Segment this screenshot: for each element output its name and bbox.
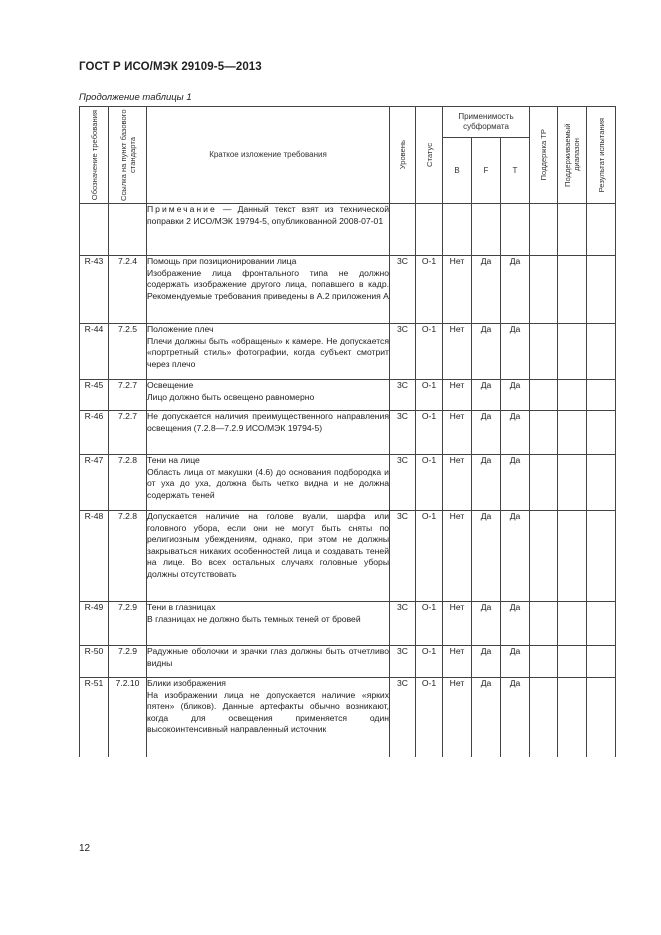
- test-result-cell: [587, 455, 616, 511]
- requirement-summary: [147, 455, 390, 511]
- test-result-cell: [587, 324, 616, 380]
- header-applicability: Применимость субформата: [443, 107, 530, 138]
- subformat-t-cell: Да: [501, 324, 530, 380]
- supported-range-cell: [558, 602, 587, 646]
- summary-text: Плечи должны быть «обращены» к камере. Не допускается «портретный стиль» фотографии, когда субъект смотрит через плечо: [147, 335, 389, 369]
- test-result-cell: [587, 646, 616, 678]
- requirement-id: R-43: [80, 256, 109, 324]
- header-designation: Обозначение требования: [80, 107, 109, 204]
- tr-support-cell: [530, 256, 558, 324]
- status-cell: О-1: [416, 256, 443, 324]
- table-continuation-caption: Продолжение таблицы 1: [79, 92, 192, 103]
- subformat-b-cell: Нет: [443, 511, 472, 602]
- summary-text: Изображение лица фронтального типа не должно содержать изображение другого лица, попавшего в кадр. Рекомендуемые требования приведены в А.2 приложения А: [147, 267, 389, 301]
- note-label: Примечание: [147, 204, 217, 214]
- requirement-summary: [147, 256, 390, 324]
- summary-title: Тени в глазницах: [147, 602, 216, 612]
- tr-support-cell: [530, 678, 558, 757]
- requirement-id: R-45: [80, 380, 109, 411]
- summary-text: Не допускается наличия преимущественного направления освещения (7.2.8—7.2.9 ИСО/МЭК 19794-5): [147, 411, 389, 433]
- subformat-b-cell: Нет: [443, 256, 472, 324]
- subformat-b-cell: Нет: [443, 411, 472, 455]
- summary-text: На изображении лица не допускается наличие «ярких пятен» (бликов). Данные артефакты обычно возникают, когда для освещения применяется один высокоинтенсивный направленный источник: [147, 689, 389, 735]
- standard-reference: 7.2.9: [109, 646, 147, 678]
- document-header: ГОСТ Р ИСО/МЭК 29109-5—2013: [79, 61, 262, 73]
- subformat-b-cell: Нет: [443, 602, 472, 646]
- header-subformat-f: F: [472, 138, 501, 204]
- requirement-summary: [147, 602, 390, 646]
- status-cell: О-1: [416, 511, 443, 602]
- requirement-summary: [147, 324, 390, 380]
- tr-support-cell: [530, 511, 558, 602]
- table-row: [80, 646, 616, 678]
- requirement-id: R-46: [80, 411, 109, 455]
- requirement-id: R-48: [80, 511, 109, 602]
- header-subformat-b: B: [443, 138, 472, 204]
- subformat-f-cell: Да: [472, 511, 501, 602]
- requirement-summary: [147, 511, 390, 602]
- subformat-f-cell: Да: [472, 678, 501, 757]
- level-cell: 3С: [390, 411, 416, 455]
- level-cell: 3С: [390, 455, 416, 511]
- standard-reference: 7.2.7: [109, 411, 147, 455]
- subformat-f-cell: Да: [472, 646, 501, 678]
- supported-range-cell: [558, 380, 587, 411]
- page-number: 12: [79, 843, 91, 854]
- subformat-f-cell: Да: [472, 256, 501, 324]
- subformat-t-cell: Да: [501, 411, 530, 455]
- status-cell: О-1: [416, 646, 443, 678]
- summary-title: Блики изображения: [147, 678, 226, 688]
- table-row: [80, 602, 616, 646]
- subformat-f-cell: Да: [472, 380, 501, 411]
- subformat-b-cell: Нет: [443, 646, 472, 678]
- subformat-t-cell: Да: [501, 646, 530, 678]
- level-cell: 3С: [390, 380, 416, 411]
- status-cell: О-1: [416, 602, 443, 646]
- header-test-result: Результат испытания: [587, 107, 616, 204]
- summary-title: Тени на лице: [147, 455, 200, 465]
- status-cell: О-1: [416, 411, 443, 455]
- requirement-id: R-44: [80, 324, 109, 380]
- supported-range-cell: [558, 324, 587, 380]
- standard-reference: 7.2.9: [109, 602, 147, 646]
- supported-range-cell: [558, 411, 587, 455]
- test-result-cell: [587, 256, 616, 324]
- subformat-t-cell: Да: [501, 602, 530, 646]
- tr-support-cell: [530, 455, 558, 511]
- requirements-table: [79, 106, 616, 757]
- header-supported-range: Поддерживаемый диапазон: [558, 107, 587, 204]
- requirement-summary: [147, 380, 390, 411]
- summary-title: Освещение: [147, 380, 194, 390]
- requirement-id: R-49: [80, 602, 109, 646]
- table-row: [80, 324, 616, 380]
- supported-range-cell: [558, 678, 587, 757]
- note-row: [80, 204, 616, 256]
- table-row: [80, 411, 616, 455]
- status-cell: О-1: [416, 455, 443, 511]
- header-subformat-t: T: [501, 138, 530, 204]
- header-status: Статус: [416, 107, 443, 204]
- level-cell: 3С: [390, 324, 416, 380]
- subformat-b-cell: Нет: [443, 455, 472, 511]
- subformat-t-cell: Да: [501, 678, 530, 757]
- subformat-t-cell: Да: [501, 511, 530, 602]
- test-result-cell: [587, 602, 616, 646]
- status-cell: О-1: [416, 324, 443, 380]
- subformat-b-cell: Нет: [443, 380, 472, 411]
- header-tr-support: Поддержка ТР: [530, 107, 558, 204]
- header-summary: Краткое изложение требования: [147, 107, 390, 204]
- supported-range-cell: [558, 511, 587, 602]
- subformat-t-cell: Да: [501, 455, 530, 511]
- tr-support-cell: [530, 380, 558, 411]
- subformat-f-cell: Да: [472, 324, 501, 380]
- table-row: [80, 511, 616, 602]
- table-row: [80, 455, 616, 511]
- summary-text: Радужные оболочки и зрачки глаз должны быть отчетливо видны: [147, 646, 389, 668]
- table-row: [80, 678, 616, 757]
- requirement-summary: [147, 646, 390, 678]
- requirement-summary: [147, 411, 390, 455]
- standard-reference: 7.2.8: [109, 511, 147, 602]
- standard-reference: 7.2.4: [109, 256, 147, 324]
- standard-reference: 7.2.10: [109, 678, 147, 757]
- standard-reference: 7.2.8: [109, 455, 147, 511]
- subformat-t-cell: Да: [501, 380, 530, 411]
- table-row: [80, 380, 616, 411]
- status-cell: О-1: [416, 380, 443, 411]
- standard-reference: 7.2.5: [109, 324, 147, 380]
- level-cell: 3С: [390, 678, 416, 757]
- summary-text: Допускается наличие на голове вуали, шарфа или головного убора, если они не могут быть сняты по религиозным убеждениям, однако, при этом не должны закрываться никаких особенностей лица и создавать теней на лице. Во всех остальных случаях головные уборы должны отсутствовать: [147, 511, 389, 579]
- requirement-summary: [147, 678, 390, 757]
- summary-text: В глазницах не должно быть темных теней от бровей: [147, 613, 361, 624]
- table-row: [80, 256, 616, 324]
- note-text: — Данный текст взят из технической поправки 2 ИСО/МЭК 19794-5, опубликованной 2008-07-01: [147, 204, 389, 226]
- tr-support-cell: [530, 646, 558, 678]
- test-result-cell: [587, 411, 616, 455]
- supported-range-cell: [558, 455, 587, 511]
- subformat-b-cell: Нет: [443, 324, 472, 380]
- note-cell: [147, 204, 390, 256]
- supported-range-cell: [558, 256, 587, 324]
- supported-range-cell: [558, 646, 587, 678]
- subformat-b-cell: Нет: [443, 678, 472, 757]
- requirement-id: R-50: [80, 646, 109, 678]
- level-cell: 3С: [390, 646, 416, 678]
- standard-reference: 7.2.7: [109, 380, 147, 411]
- level-cell: 3С: [390, 602, 416, 646]
- subformat-f-cell: Да: [472, 411, 501, 455]
- test-result-cell: [587, 380, 616, 411]
- tr-support-cell: [530, 411, 558, 455]
- header-reference: Ссылка на пункт базового стандарта: [109, 107, 147, 204]
- level-cell: 3С: [390, 256, 416, 324]
- tr-support-cell: [530, 324, 558, 380]
- summary-text: Лицо должно быть освещено равномерно: [147, 391, 315, 402]
- tr-support-cell: [530, 602, 558, 646]
- subformat-f-cell: Да: [472, 602, 501, 646]
- level-cell: 3С: [390, 511, 416, 602]
- subformat-f-cell: Да: [472, 455, 501, 511]
- header-level: Уровень: [390, 107, 416, 204]
- requirement-id: R-47: [80, 455, 109, 511]
- requirement-id: R-51: [80, 678, 109, 757]
- test-result-cell: [587, 511, 616, 602]
- summary-text: Область лица от макушки (4.6) до основания подбородка и от уха до уха, должна быть четко видна и не должна содержать теней: [147, 466, 389, 500]
- test-result-cell: [587, 678, 616, 757]
- subformat-t-cell: Да: [501, 256, 530, 324]
- status-cell: О-1: [416, 678, 443, 757]
- summary-title: Помощь при позиционировании лица: [147, 256, 297, 266]
- summary-title: Положение плеч: [147, 324, 214, 334]
